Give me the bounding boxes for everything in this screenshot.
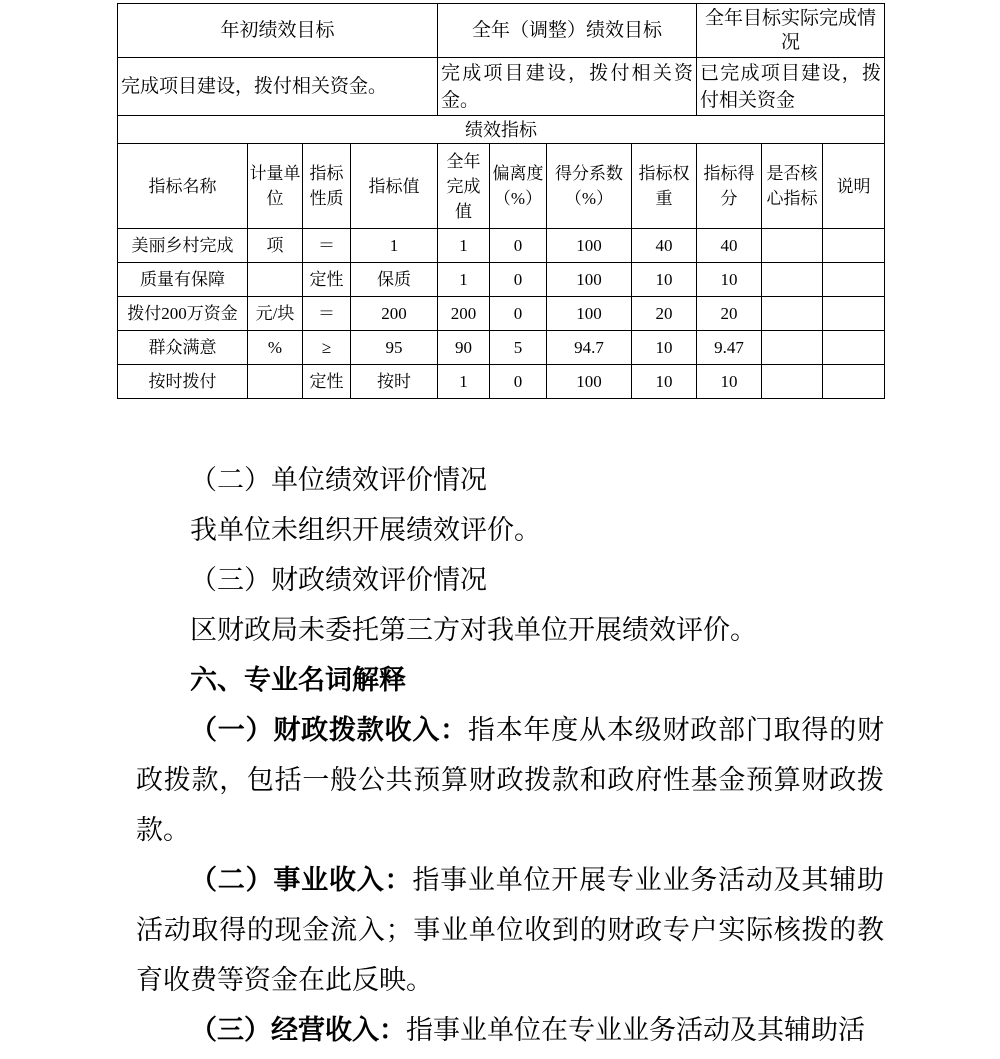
table-cell: 1 bbox=[438, 263, 490, 297]
table-cell bbox=[762, 331, 823, 365]
goal-header-adjusted: 全年（调整）绩效目标 bbox=[438, 4, 697, 58]
table-cell bbox=[248, 263, 303, 297]
table-cell: 100 bbox=[547, 229, 632, 263]
column-header: 指标得分 bbox=[697, 144, 762, 229]
goal-value-row bbox=[118, 58, 885, 116]
term-paragraph bbox=[136, 855, 884, 1005]
table-cell: 按时 bbox=[351, 365, 438, 399]
table-cell bbox=[823, 297, 885, 331]
indicator-row bbox=[118, 263, 885, 297]
table-cell: 0 bbox=[490, 297, 547, 331]
table-cell bbox=[823, 331, 885, 365]
table-cell: 元/块 bbox=[248, 297, 303, 331]
column-header: 计量单位 bbox=[248, 144, 303, 229]
column-header: 偏离度（%） bbox=[490, 144, 547, 229]
table-cell: 100 bbox=[547, 297, 632, 331]
table-cell: 美丽乡村完成 bbox=[118, 229, 248, 263]
table-cell: 1 bbox=[438, 229, 490, 263]
indicator-row bbox=[118, 365, 885, 399]
performance-indicator-table bbox=[117, 3, 885, 399]
term-definition: 指本年度从本级财政部门取得的财政拨款，包括一般公共预算财政拨款和政府性基金预算财政拨款。 bbox=[136, 715, 885, 845]
table-cell: 20 bbox=[697, 297, 762, 331]
term-definition: 指事业单位开展专业业务活动及其辅助活动取得的现金流入；事业单位收到的财政专户实际核拨的教育收费等资金在此反映。 bbox=[136, 865, 885, 995]
column-header: 说明 bbox=[823, 144, 885, 229]
section-heading-terms: 六、专业名词解释 bbox=[190, 665, 406, 695]
column-header: 全年完成值 bbox=[438, 144, 490, 229]
table-cell: 20 bbox=[632, 297, 697, 331]
table-cell: 定性 bbox=[303, 365, 351, 399]
table-cell bbox=[248, 365, 303, 399]
table-cell: 100 bbox=[547, 365, 632, 399]
paragraph: 我单位未组织开展绩效评价。 bbox=[190, 515, 541, 545]
table-cell bbox=[823, 263, 885, 297]
indicator-row bbox=[118, 331, 885, 365]
table-cell: 95 bbox=[351, 331, 438, 365]
table-cell: 9.47 bbox=[697, 331, 762, 365]
table-cell: 0 bbox=[490, 365, 547, 399]
goal-value-initial: 完成项目建设，拨付相关资金。 bbox=[118, 58, 438, 116]
table-cell bbox=[762, 229, 823, 263]
table-cell: 200 bbox=[438, 297, 490, 331]
table-cell bbox=[823, 365, 885, 399]
table-cell: % bbox=[248, 331, 303, 365]
table-cell: 10 bbox=[697, 263, 762, 297]
table-cell: 10 bbox=[632, 331, 697, 365]
term-label: （二）事业收入： bbox=[190, 865, 413, 895]
table-cell: 0 bbox=[490, 229, 547, 263]
column-header-row bbox=[118, 144, 885, 229]
table-cell bbox=[762, 263, 823, 297]
paragraph: 区财政局未委托第三方对我单位开展绩效评价。 bbox=[190, 615, 757, 645]
term-paragraph bbox=[136, 705, 884, 855]
table-cell: 10 bbox=[632, 365, 697, 399]
goal-header-actual: 全年目标实际完成情况 bbox=[697, 4, 885, 58]
subheading-unit-evaluation: （二）单位绩效评价情况 bbox=[190, 465, 487, 495]
column-header: 得分系数（%） bbox=[547, 144, 632, 229]
table-cell: 100 bbox=[547, 263, 632, 297]
section-title-row bbox=[118, 116, 885, 144]
table-cell: 按时拨付 bbox=[118, 365, 248, 399]
goal-value-adjusted: 完成项目建设，拨付相关资金。 bbox=[438, 58, 697, 116]
term-label: （一）财政拨款收入： bbox=[190, 715, 468, 745]
table-cell: 群众满意 bbox=[118, 331, 248, 365]
table-cell: 项 bbox=[248, 229, 303, 263]
table-cell: 94.7 bbox=[547, 331, 632, 365]
table-cell: 定性 bbox=[303, 263, 351, 297]
column-header: 指标性质 bbox=[303, 144, 351, 229]
table-cell: 保质 bbox=[351, 263, 438, 297]
column-header: 是否核心指标 bbox=[762, 144, 823, 229]
table-cell bbox=[762, 297, 823, 331]
table-cell: 拨付200万资金 bbox=[118, 297, 248, 331]
table-cell: 5 bbox=[490, 331, 547, 365]
table-cell: 1 bbox=[351, 229, 438, 263]
section-title-cell: 绩效指标 bbox=[118, 116, 885, 144]
goal-value-actual: 已完成项目建设，拨付相关资金 bbox=[697, 58, 885, 116]
table-cell: 10 bbox=[632, 263, 697, 297]
goal-header-row bbox=[118, 4, 885, 58]
indicator-row bbox=[118, 297, 885, 331]
table-cell: 90 bbox=[438, 331, 490, 365]
term-label: （三）经营收入： bbox=[190, 1015, 406, 1045]
document-body bbox=[136, 455, 884, 1055]
table-cell bbox=[823, 229, 885, 263]
table-cell: 40 bbox=[632, 229, 697, 263]
column-header: 指标值 bbox=[351, 144, 438, 229]
table-cell: ＝ bbox=[303, 229, 351, 263]
table-cell: 10 bbox=[697, 365, 762, 399]
table-cell: 0 bbox=[490, 263, 547, 297]
table-cell: 质量有保障 bbox=[118, 263, 248, 297]
table-cell: 200 bbox=[351, 297, 438, 331]
term-definition: 指事业单位在专业业务活动及其辅助活 bbox=[406, 1015, 865, 1045]
term-paragraph bbox=[136, 1005, 884, 1055]
table-cell: ＝ bbox=[303, 297, 351, 331]
indicator-row bbox=[118, 229, 885, 263]
table-cell bbox=[762, 365, 823, 399]
table-cell: ≥ bbox=[303, 331, 351, 365]
column-header: 指标权重 bbox=[632, 144, 697, 229]
goal-header-initial: 年初绩效目标 bbox=[118, 4, 438, 58]
subheading-fiscal-evaluation: （三）财政绩效评价情况 bbox=[190, 565, 487, 595]
table-cell: 1 bbox=[438, 365, 490, 399]
column-header: 指标名称 bbox=[118, 144, 248, 229]
table-cell: 40 bbox=[697, 229, 762, 263]
